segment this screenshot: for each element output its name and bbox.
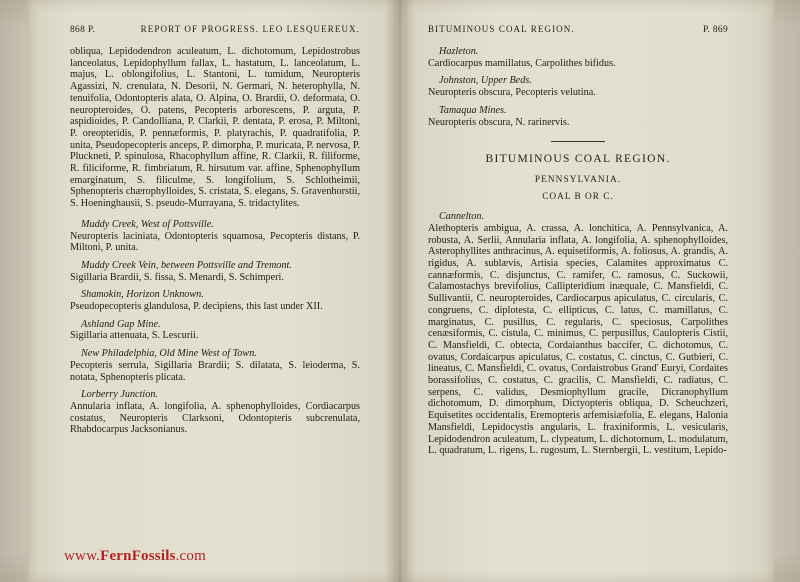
- section-johnston-upper-beds: [428, 75, 728, 98]
- watermark-brand: FernFossils: [100, 548, 176, 564]
- left-page-content: [70, 24, 360, 436]
- running-head-left: [70, 24, 360, 35]
- section-heading: Shamokin, Horizon Unknown.: [81, 289, 204, 301]
- section-text: Neuropteris obscura, Pecopteris velutina.: [428, 87, 596, 99]
- section-lorberry-junction: [70, 389, 360, 436]
- book-gutter: [385, 0, 415, 582]
- section-heading: Tamaqua Mines.: [439, 104, 507, 116]
- section-heading: New Philadelphia, Old Mine West of Town.: [81, 348, 257, 360]
- region-title: BITUMINOUS COAL REGION.: [485, 153, 671, 166]
- section-tamaqua-mines: [428, 105, 728, 128]
- section-heading: Lorberry Junction.: [81, 389, 158, 401]
- coal-bed-label: COAL B OR C.: [542, 192, 614, 203]
- running-head-title-left: REPORT OF PROGRESS. LEO LESQUEREUX.: [140, 24, 360, 34]
- section-new-philadelphia: [70, 348, 360, 383]
- state-subtitle: PENNSYLVANIA.: [534, 175, 622, 186]
- section-cannelton: [428, 211, 728, 457]
- section-text: Cardiocarpus mamillatus, Carpolithes bifidus.: [428, 57, 616, 69]
- section-heading: Muddy Creek Vein, between Pottsville and Tremont.: [81, 259, 292, 271]
- running-head-right: [428, 24, 728, 35]
- folio-left: 868 P.: [70, 25, 96, 35]
- running-head-title-right: BITUMINOUS COAL REGION.: [428, 24, 575, 34]
- watermark: [64, 548, 206, 565]
- paragraph-species-list: obliqua, Lepidodendron aculeatum, L. dichotomum, Lepidostrobus lanceolatus, Lepidophyllum fallax, L. hastatum, L. lanceolatum, L. majus, L. oblongifolius, L. Stantoni, L. tumidum, Neuropteris Agassizi, N. crenulata, N. Desorii, N. Germari, N. heterophylla, N. tenuifolia, Odontopteris alata, O. Alpina, O. Brardii, O. deformata, O. neuropteroides, O. patens, Pecopteris arborescens, P. arguta, P. aspidioides, P. Candolliana, P. Clarkii, P. dentata, P. erosa, P. Miltoni, P. oreopteridis, P. pennæformis, P. platyrachis, P. quadratifolia, P. unita, Pseudopecopteris anceps, P. dimorpha, P. muricata, P. nervosa, P. Pluckneti, P. spinulosa, Rhacophyllum affine, R. Clarkii, R. filiforme, R. filiciforme, R. fimbriatum, R. hirsutum var. affine, Sphenophyllum emarginatum, S. filiculme, S. longifolium, S. Schlotheimii, Sphenopteris chærophylloides, S. cristata, S. elegans, S. Gravenhorstii, S. Hoeninghausii, S. pseudo-Murrayana, S. tridactylites.: [70, 46, 360, 210]
- section-heading: Muddy Creek, West of Pottsville.: [81, 218, 214, 230]
- section-text: Pecopteris serrula, Sigillaria Brardii; S. dilatata, S. leioderma, S. notata, Sphenopteris plicata.: [70, 359, 360, 383]
- folio-right: P. 869: [702, 25, 728, 35]
- section-text: Neuropteris obscura, N. rarinervis.: [428, 116, 570, 128]
- section-text: Sigillaria Brardii, S. fissa, S. Menardi, S. Schimperi.: [70, 271, 284, 283]
- section-heading: Hazleton.: [439, 46, 479, 57]
- section-text: Annularia inflata, A. longifolia, A. sphenophylloides, Cordiacarpus costatus, Neuropteris Clarksoni, Odontopteris subcrenulata, Rhabdocarpus Jacksonianus.: [70, 400, 360, 436]
- section-heading: Cannelton.: [439, 211, 484, 223]
- section-muddy-creek-west: [70, 219, 360, 254]
- section-text: Sigillaria attenuata, S. Lescurii.: [70, 330, 199, 342]
- section-shamokin: [70, 289, 360, 312]
- watermark-suffix: .com: [175, 548, 206, 564]
- watermark-prefix: www.: [64, 548, 101, 564]
- section-text: Pseudopecopteris glandulosa, P. decipiens, this last under XII.: [70, 301, 323, 313]
- section-text: Alethopteris ambigua, A. crassa, A. lonchitica, A. Pennsylvanica, A. robusta, A. Serlii, Annularia inflata, A. longifolia, A. sphenophylloides, Asterophyllites anthracinus, A. equisetiformis, A. foliosus, A. grandis, A. rigidus, A. sublævis, Artisia species, Calamites approximatus C. cannæformis, C. disjunctus, C. ramifer, C. ramosus, C. Suckowii, Calamostachys brevifolius, Callipteridium inæquale, C. Mansfieldi, C. Sullivantii, C. neuropteroides, Cardiocarpus apiculatus, C. circularis, C. congruens, C. diplotesta, C. ellipticus, C. latus, C. mamillatus, C. marginatus, C. pusillus, C. regularis, C. speciosus, Carpolithes cenæsiformis, C. cistula, C. minimus, C. perpusillus, Caulopteris Cistii, C. Mansfieldi, C. obtecta, Cordaianthus baccifer, C. dichotomus, C. ovatus, Cordaicarpus apiculatus, C. costatus, C. cinctus, C. Gutbieri, C. lineatus, C. Mansfieldi, C. ovatus, Cordaistrobus Granď Euryi, Cordaites borassifolius, C. costatus, C. gracilis, C. Mansfieldi, C. radiatus, C. serpens, C. validus, Desmiophyllum gracile, Dicranophyllum dichotomum, D. dimorphum, Dictyopteris obliqua, D. Scheuchzeri, Equisetites occidentalis, Eremopteris arfemisiæfolia, E. elegans, Halonia Mansfieldi, Lepidocystis angularis, L. fraxiniformis, L. vesicularis, Lepidodendron aculeatum, L. clypeatum, L. dichotomum, L. modulatum, L. quadratum, L. rigens, L. rugosum, L. Sternbergii, L. vestitum, Lepido-: [428, 222, 728, 457]
- section-ashland-gap-mine: [70, 319, 360, 342]
- section-heading: Ashland Gap Mine.: [81, 318, 161, 330]
- section-hazleton: [428, 46, 728, 69]
- section-text: Neuropteris laciniata, Odontopteris squamosa, Pecopteris distans, P. Miltoni, P. unita.: [70, 230, 360, 254]
- section-muddy-creek-vein: [70, 260, 360, 283]
- section-divider-rule: [551, 141, 605, 142]
- section-heading: Johnston, Upper Beds.: [439, 75, 532, 87]
- right-page-content: [428, 24, 728, 457]
